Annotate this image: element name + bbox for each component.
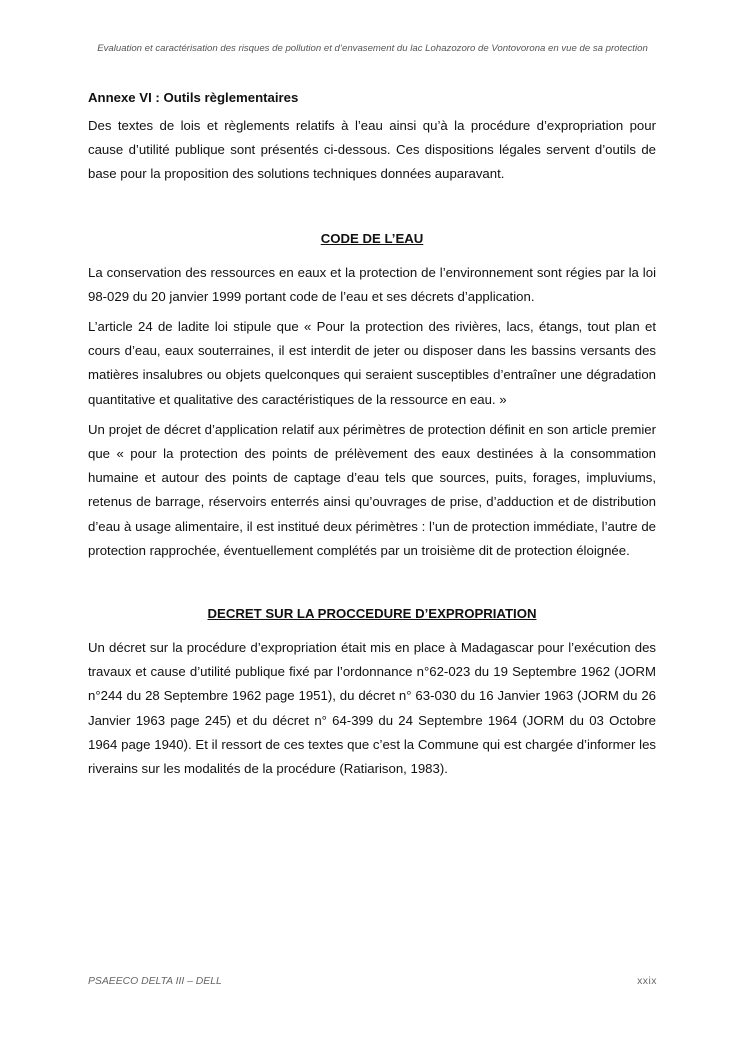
code-eau-paragraph-1: La conservation des ressources en eaux et la protection de l’environnement sont régies par la loi 98-029 du 20 janvier 1999 portant code de l’eau et ses décrets d’application. (88, 264, 656, 304)
footer-project-name: PSAEECO DELTA III – DELL (88, 976, 222, 987)
running-header: Evaluation et caractérisation des risques de pollution et d’envasement du lac Lohazozoro de Vontovorona en vue de sa protection (97, 43, 648, 54)
annex-intro-paragraph: Des textes de lois et règlements relatifs à l’eau ainsi qu’à la procédure d’expropriation pour cause d’utilité publique sont présentés ci-dessous. Ces dispositions légales servent d’outils de base pour la proposition des solutions techniques données auparavant. (88, 118, 656, 182)
code-eau-heading: CODE DE L’EAU (320, 230, 424, 246)
code-eau-paragraph-2: L’article 24 de ladite loi stipule que « Pour la protection des rivières, lacs, étangs, tout plan et cours d’eau, eaux souterraines, il est interdit de jeter ou disposer dans les bassins versants des matières insalubres ou objets quelconques qui seraient susceptibles d’entraîner une dégradation quantitative et qualitative des caractéristiques de la ressource en eau. » (88, 319, 656, 407)
code-eau-paragraph-3: Un projet de décret d’application relatif aux périmètres de protection définit en son article premier que « pour la protection des points de prélèvement des eaux destinées à la consommation humaine et autour des points de captage d’eau tels que sources, puits, forages, impluviums, retenus de barrage, réservoirs enterrés ainsi qu’ouvrages de prise, d’adduction et de distribution d’eau à usage alimentaire, il est institué deux périmètres : l’un de protection immédiate, l’autre de protection rapprochée, éventuellement complétés par un troisième dit de protection éloignée. (88, 421, 656, 558)
decret-heading: DECRET SUR LA PROCCEDURE D’EXPROPRIATION (207, 606, 537, 622)
page-content (88, 88, 656, 781)
decret-paragraph-1: Un décret sur la procédure d’expropriation était mis en place à Madagascar pour l’exécution des travaux et cause d’utilité publique fixé par l’ordonnance n°62-023 du 19 Septembre 1962 (JORM n°244 du 28 Septembre 1962 page 1951), du décret n° 63-030 du 16 Janvier 1963 (JORM du 26 Janvier 1963 page 245) et du décret n° 64-399 du 24 Septembre 1964 (JORM du 03 Octobre 1964 page 1940). Et il ressort de ces textes que c’est la Commune qui est chargée d’informer les riverains sur les modalités de la procédure (Ratiarison, 1983). (88, 640, 656, 777)
annex-title: Annexe VI : Outils règlementaires (88, 90, 299, 105)
footer-page-number: xxix (637, 976, 657, 987)
